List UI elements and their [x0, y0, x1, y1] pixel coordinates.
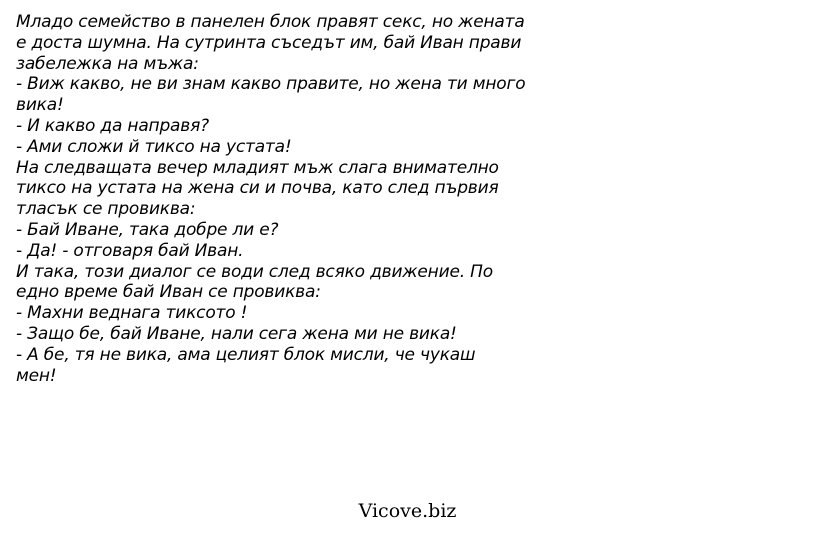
joke-line: - И какво да направя?	[16, 115, 209, 136]
joke-line: - Бай Иване, така добре ли е?	[16, 219, 279, 240]
joke-line: - Ами сложи й тиксо на устата!	[16, 136, 292, 157]
joke-line: На следващата вечер младият мъж слага внимателно	[16, 157, 499, 178]
joke-line: мен!	[16, 365, 57, 386]
joke-line: тласък се провиква:	[16, 199, 196, 220]
joke-line: забележка на мъжа:	[16, 53, 199, 74]
joke-line: - Виж какво, не ви знам какво правите, но жена ти много	[16, 74, 526, 95]
joke-line: - Защо бе, бай Иване, нали сега жена ми не вика!	[16, 323, 457, 344]
joke-line: тиксо на устата на жена си и почва, като след първия	[16, 178, 499, 199]
joke-line: - Да! - отговаря бай Иван.	[16, 240, 244, 261]
joke-line: е доста шумна. На сутринта съседът им, бай Иван прави	[16, 32, 522, 53]
joke-text	[16, 12, 586, 386]
joke-line: И така, този диалог се води след всяко движение. По	[16, 261, 493, 282]
joke-line: - Махни веднага тиксото !	[16, 303, 248, 324]
joke-line: едно време бай Иван се провиква:	[16, 282, 321, 303]
joke-line: - А бе, тя не вика, ама целият блок мисли, че чукаш	[16, 344, 476, 365]
joke-line: вика!	[16, 95, 64, 116]
site-watermark: Vicove.biz	[358, 500, 457, 522]
joke-line: Младо семейство в панелен блок правят секс, но жената	[16, 12, 525, 32]
